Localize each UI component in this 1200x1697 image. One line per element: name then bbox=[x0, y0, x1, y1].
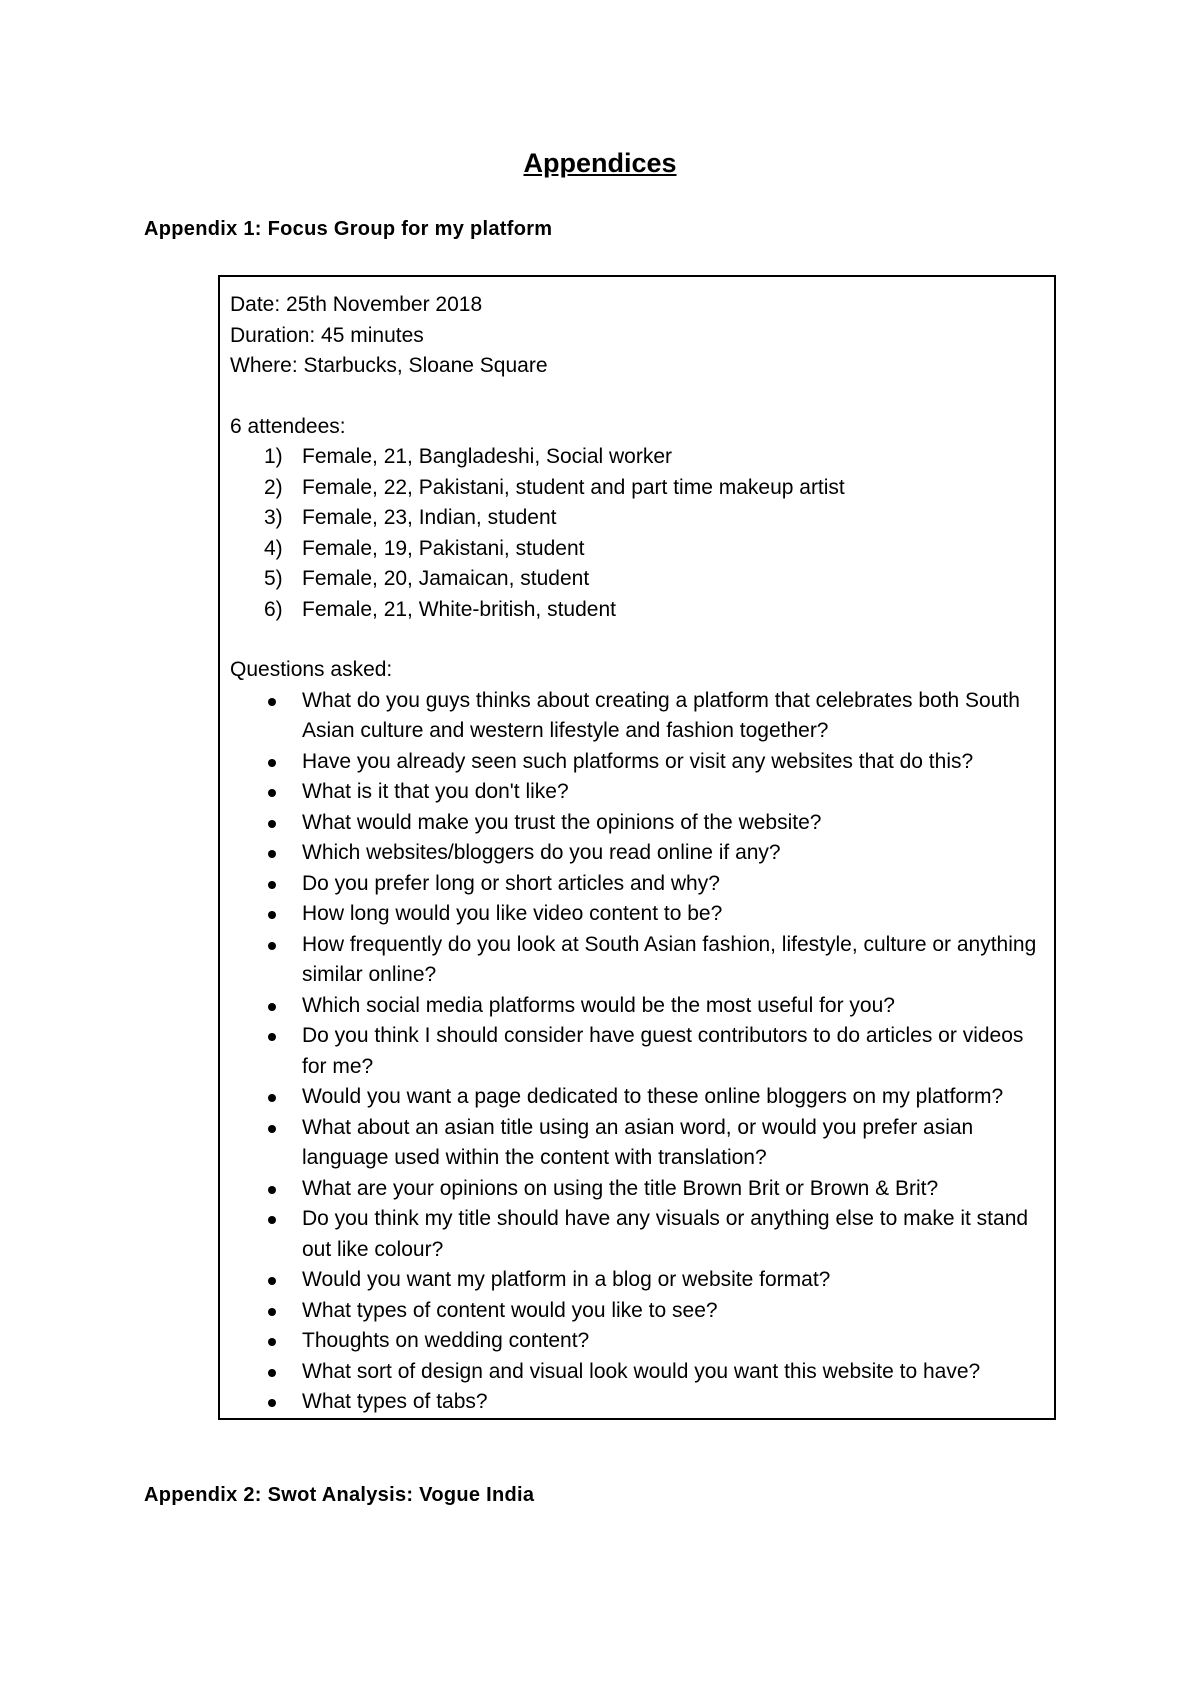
question-text: Would you want a page dedicated to these online bloggers on my platform? bbox=[302, 1085, 1004, 1108]
question-item bbox=[230, 1326, 1054, 1357]
attendees-list bbox=[230, 442, 1054, 625]
question-item bbox=[230, 991, 1054, 1022]
attendee-text: Female, 22, Pakistani, student and part time makeup artist bbox=[302, 475, 845, 499]
bullet-icon bbox=[268, 911, 276, 919]
question-item bbox=[230, 1296, 1054, 1327]
bullet-icon bbox=[268, 1308, 276, 1316]
bullet-icon bbox=[268, 1033, 276, 1041]
attendee-number: 5) bbox=[264, 567, 283, 590]
page-title: Appendices bbox=[523, 148, 677, 178]
bullet-icon bbox=[268, 1369, 276, 1377]
question-text: What are your opinions on using the title Brown Brit or Brown & Brit? bbox=[302, 1176, 939, 1200]
question-text: Would you want my platform in a blog or website format? bbox=[302, 1268, 831, 1291]
bullet-icon bbox=[268, 1094, 276, 1102]
question-item bbox=[230, 777, 1054, 808]
bullet-icon bbox=[268, 1338, 276, 1346]
question-item bbox=[230, 1021, 1054, 1082]
focus-group-duration: Duration: 45 minutes bbox=[230, 323, 424, 347]
question-text: Do you think I should consider have guest contributors to do articles or videos for me? bbox=[302, 1024, 1024, 1078]
attendee-number: 3) bbox=[264, 506, 283, 529]
question-text: What types of tabs? bbox=[302, 1390, 488, 1413]
focus-group-box bbox=[218, 275, 1056, 1420]
bullet-icon bbox=[268, 1186, 276, 1194]
attendee-item bbox=[230, 503, 1054, 534]
attendee-number: 4) bbox=[264, 536, 283, 560]
attendee-item bbox=[230, 595, 1054, 626]
bullet-icon bbox=[268, 759, 276, 767]
attendee-item bbox=[230, 534, 1054, 565]
attendee-text: Female, 23, Indian, student bbox=[302, 506, 557, 529]
bullet-icon bbox=[268, 1216, 276, 1224]
focus-group-location: Where: Starbucks, Sloane Square bbox=[230, 354, 548, 377]
attendee-item bbox=[230, 564, 1054, 595]
question-text: What types of content would you like to see? bbox=[302, 1298, 718, 1322]
question-item bbox=[230, 899, 1054, 930]
appendix-2-heading: Appendix 2: Swot Analysis: Vogue India bbox=[144, 1484, 535, 1506]
question-item bbox=[230, 838, 1054, 869]
question-item bbox=[230, 1082, 1054, 1113]
attendee-text: Female, 21, Bangladeshi, Social worker bbox=[302, 445, 673, 468]
question-item bbox=[230, 808, 1054, 839]
spacer bbox=[230, 625, 1054, 655]
question-text: Which social media platforms would be the most useful for you? bbox=[302, 993, 895, 1017]
spacer bbox=[230, 382, 1054, 412]
bullet-icon bbox=[268, 1003, 276, 1011]
bullet-icon bbox=[268, 698, 276, 706]
bullet-icon bbox=[268, 1277, 276, 1285]
question-item bbox=[230, 869, 1054, 900]
bullet-icon bbox=[268, 1125, 276, 1133]
bullet-icon bbox=[268, 850, 276, 858]
attendee-number: 1) bbox=[264, 445, 283, 468]
attendees-label: 6 attendees: bbox=[230, 414, 346, 438]
question-item bbox=[230, 747, 1054, 778]
question-text: Which websites/bloggers do you read online if any? bbox=[302, 841, 781, 864]
bullet-icon bbox=[268, 881, 276, 889]
question-text: What would make you trust the opinions of the website? bbox=[302, 810, 822, 834]
question-item bbox=[230, 686, 1054, 747]
attendee-item bbox=[230, 442, 1054, 473]
attendee-number: 2) bbox=[264, 475, 283, 499]
question-text: What about an asian title using an asian word, or would you prefer asian language used within the content with translation? bbox=[302, 1115, 974, 1169]
attendee-item bbox=[230, 473, 1054, 504]
attendee-text: Female, 19, Pakistani, student bbox=[302, 536, 585, 560]
appendix-1-heading: Appendix 1: Focus Group for my platform bbox=[144, 218, 553, 240]
question-item bbox=[230, 1204, 1054, 1265]
question-text: Have you already seen such platforms or visit any websites that do this? bbox=[302, 749, 974, 773]
bullet-icon bbox=[268, 820, 276, 828]
question-text: How long would you like video content to be? bbox=[302, 902, 723, 925]
bullet-icon bbox=[268, 942, 276, 950]
question-text: Thoughts on wedding content? bbox=[302, 1329, 590, 1352]
question-text: What sort of design and visual look would you want this website to have? bbox=[302, 1359, 981, 1383]
attendee-number: 6) bbox=[264, 597, 283, 621]
question-item bbox=[230, 1265, 1054, 1296]
question-text: What do you guys thinks about creating a platform that celebrates both South Asian culture and western lifestyle and fashion together? bbox=[302, 688, 1020, 742]
question-item bbox=[230, 1113, 1054, 1174]
questions-list bbox=[230, 686, 1054, 1418]
questions-label: Questions asked: bbox=[230, 658, 393, 681]
question-text: Do you think my title should have any visuals or anything else to make it stand out like colour? bbox=[302, 1207, 1029, 1261]
question-item bbox=[230, 1387, 1054, 1418]
bullet-icon bbox=[268, 789, 276, 797]
bullet-icon bbox=[268, 1399, 276, 1407]
question-item bbox=[230, 1174, 1054, 1205]
focus-group-date: Date: 25th November 2018 bbox=[230, 293, 483, 316]
question-text: What is it that you don't like? bbox=[302, 780, 569, 803]
attendee-text: Female, 20, Jamaican, student bbox=[302, 567, 590, 590]
question-text: Do you prefer long or short articles and why? bbox=[302, 871, 720, 895]
question-item bbox=[230, 930, 1054, 991]
attendee-text: Female, 21, White-british, student bbox=[302, 597, 616, 621]
question-text: How frequently do you look at South Asian fashion, lifestyle, culture or anything similar online? bbox=[302, 932, 1037, 986]
question-item bbox=[230, 1357, 1054, 1388]
